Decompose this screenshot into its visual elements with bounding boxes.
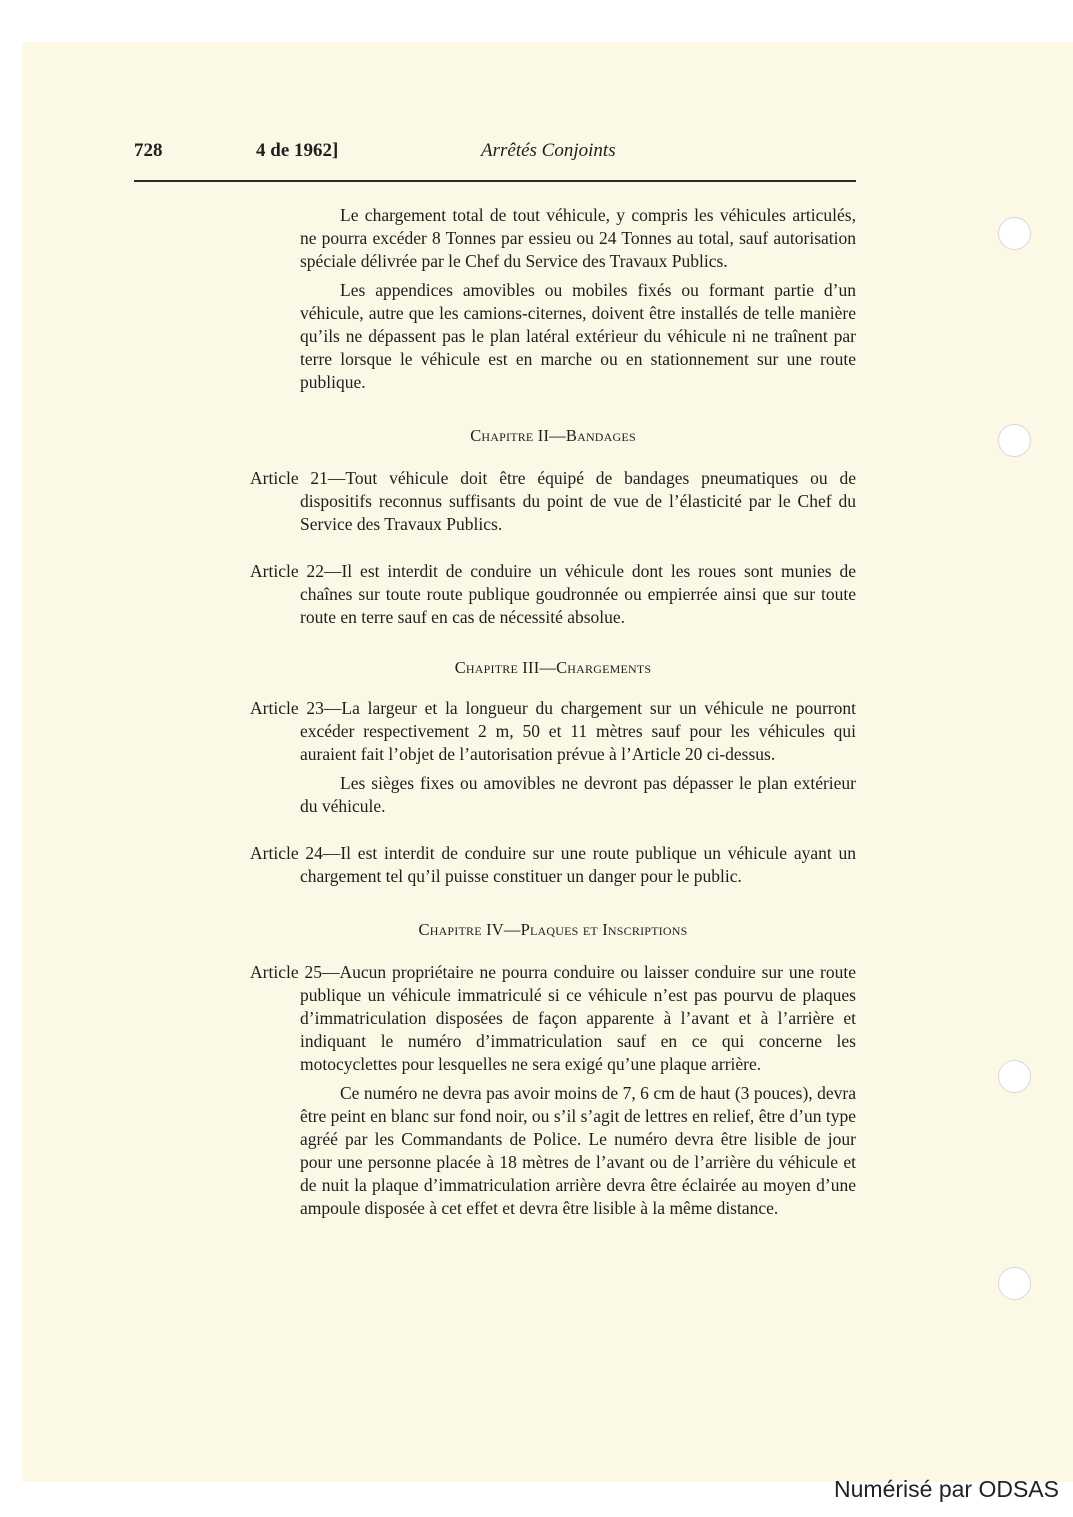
paragraph-total-load: Le chargement total de tout véhicule, y compris les véhicules articulés, ne pourra excéder 8 Tonnes par essieu ou 24 Tonnes au total, sauf autorisation spéciale délivrée par le Chef du Service des Travaux Publics. [300, 205, 856, 271]
punch-hole [998, 217, 1031, 250]
article-23: Article 23—La largeur et la longueur du chargement sur un véhicule ne pourront excéder respectivement 2 m, 50 et 11 mètres sauf pour les véhicules qui auraient fait l’objet de l’autorisation prévue à l’Article 20 ci-dessus. [250, 698, 856, 764]
punch-hole [998, 424, 1031, 457]
issue-reference: 4 de 1962] [256, 140, 339, 161]
chapter-heading-ii: Chapitre II—Bandages [470, 426, 636, 445]
document-body [250, 204, 856, 1220]
article-23-paragraph-2: Les sièges fixes ou amovibles ne devront pas dépasser le plan extérieur du véhicule. [300, 773, 856, 816]
punch-hole [998, 1060, 1031, 1093]
chapter-heading-iv: Chapitre IV—Plaques et Inscriptions [418, 920, 688, 939]
page-header [0, 140, 1073, 170]
paragraph-appendages: Les appendices amovibles ou mobiles fixés ou formant partie d’un véhicule, autre que les camions-citernes, doivent être installés de telle manière qu’ils ne dépassent pas le plan latéral extérieur du véhicule ni ne traînent par terre lorsque le véhicule est en marche ou en stationnement sur une route publique. [300, 280, 856, 392]
article-21: Article 21—Tout véhicule doit être équipé de bandages pneumatiques ou de dispositifs reconnus suffisants du point de vue de l’élasticité par le Chef du Service des Travaux Publics. [250, 468, 856, 534]
page-number: 728 [134, 140, 163, 161]
article-25-paragraph-2: Ce numéro ne devra pas avoir moins de 7, 6 cm de haut (3 pouces), devra être peint en blanc sur fond noir, ou s’il s’agit de lettres en relief, être d’un type agréé par les Commandants de Police. Le numéro devra être lisible de jour pour une personne placée à 18 mètres de l’avant ou de l’arrière du véhicule et de nuit la plaque d’immatriculation arrière devra être éclairée au moyen d’une ampoule disposée à cet effet et devra être lisible à la même distance. [300, 1083, 856, 1218]
punch-hole [998, 1267, 1031, 1300]
article-24: Article 24—Il est interdit de conduire sur une route publique un véhicule ayant un chargement tel qu’il puisse constituer un danger pour le public. [250, 843, 856, 886]
article-25: Article 25—Aucun propriétaire ne pourra conduire ou laisser conduire sur une route publique un véhicule immatriculé si ce véhicule n’est pas pourvu de plaques d’immatriculation disposées de façon apparente à l’avant et à l’arrière et indiquant le numéro d’immatriculation sauf en ce qui concerne les motocyclettes pour lesquelles ne sera exigé qu’une plaque arrière. [250, 962, 856, 1074]
running-title: Arrêtés Conjoints [481, 140, 616, 161]
article-22: Article 22—Il est interdit de conduire un véhicule dont les roues sont munies de chaînes sur toute route publique goudronnée ou empierrée ainsi que sur toute route en terre sauf en cas de nécessité absolue. [250, 561, 856, 627]
chapter-heading-iii: Chapitre III—Chargements [454, 658, 652, 677]
header-divider [134, 180, 856, 182]
digitization-credit: Numérisé par ODSAS [834, 1476, 1059, 1502]
